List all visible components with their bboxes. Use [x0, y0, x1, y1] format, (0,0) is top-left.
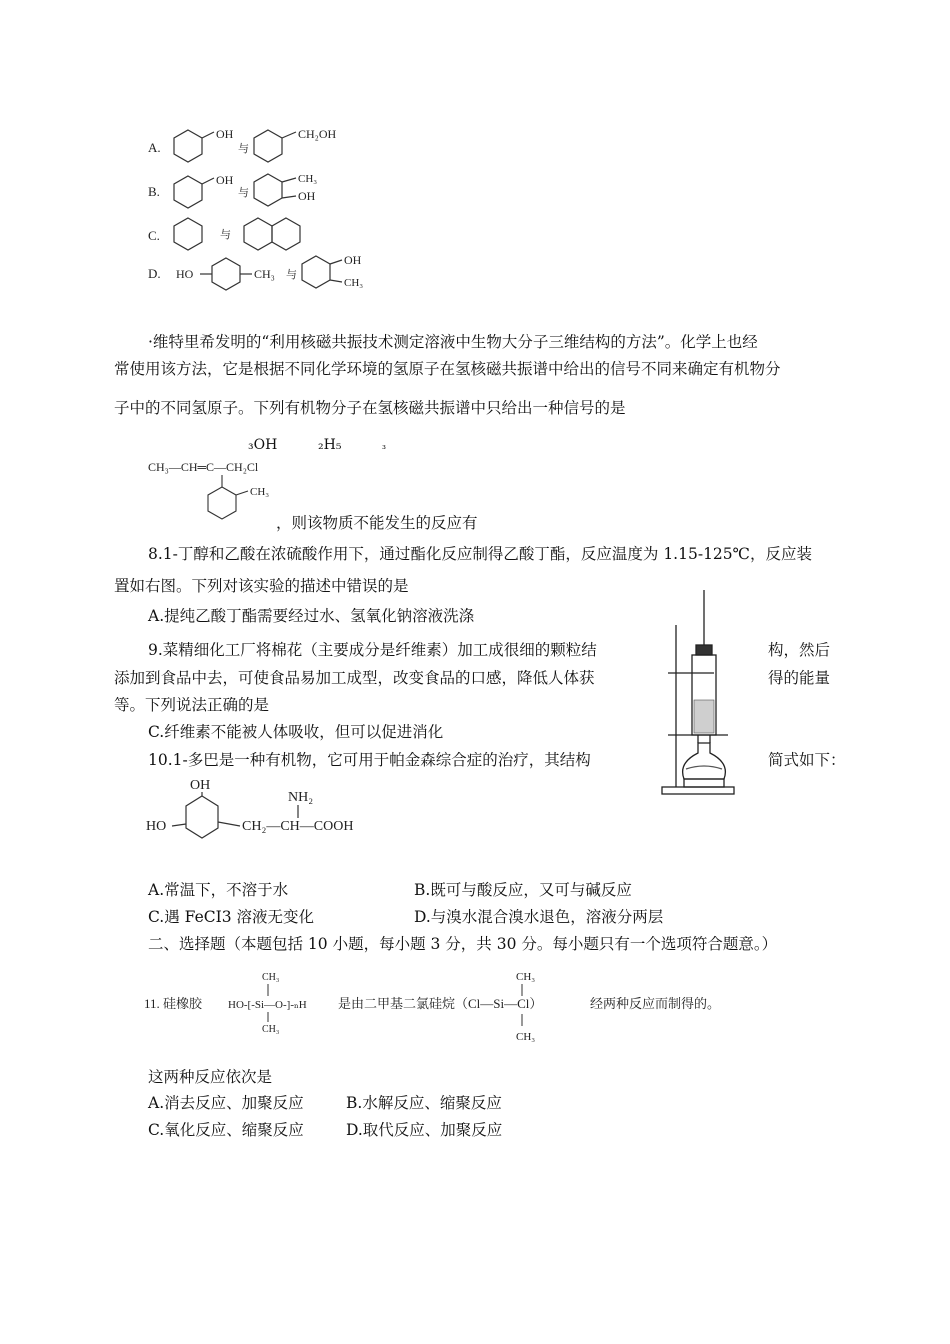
q11-end-text: 经两种反应而制得的。	[590, 996, 721, 1011]
q11-mono-bot: CH₃	[516, 1031, 536, 1043]
reflux-apparatus-figure	[658, 585, 750, 797]
q11-mid-text: 是由二甲基二氯硅烷（Cl—Si—Cl）	[338, 996, 543, 1011]
q6-a-label: A.	[148, 140, 161, 155]
q9-line3: 等。下列说法正确的是	[114, 696, 270, 714]
q11-num: 11. 硅橡胶	[144, 996, 203, 1011]
q7-tail: ，则该物质不能发生的反应有	[276, 514, 478, 532]
section2-heading: 二、选择题（本题包括 10 小题，每小题 3 分，共 30 分。每小题只有一个选项符合题意。）	[148, 935, 778, 953]
q6-d-conj: 与	[286, 269, 297, 281]
q10-dopa-svg	[144, 772, 384, 852]
q6-c-conj: 与	[220, 229, 231, 241]
q11-figure	[138, 962, 748, 1046]
q10-line1-right: 简式如下：	[768, 751, 846, 769]
q11-option-b: B.水解反应、缩聚反应	[346, 1094, 502, 1112]
q9-line2-left: 添加到食品中去，可使食品易加工成型，改变食品的口感，降低人体获	[114, 669, 595, 687]
q6-d-label: D.	[148, 266, 161, 281]
q6-d-sub2b: CH₃	[344, 277, 364, 289]
q9-line2-right: 得的能量	[768, 669, 831, 687]
q8-line2: 置如右图。下列对该实验的描述中错误的是	[114, 577, 409, 595]
q8-line1: 8.1-丁醇和乙酸在浓硫酸作用下，通过酯化反应制得乙酸丁酯，反应温度为 1.15-125℃，反应装	[148, 545, 812, 563]
q6-d-sub2a: OH	[344, 253, 362, 267]
q7-structure-figure	[146, 455, 286, 530]
q7-frag3: ₃	[382, 441, 387, 452]
q10-s-oh: OH	[190, 778, 211, 793]
q11-poly-bot: CH₃	[262, 1024, 280, 1035]
q6-d-right: CH₃	[254, 267, 275, 281]
q7-frag2: ₂H₅	[318, 437, 342, 453]
q11-prompt: 这两种反应依次是	[148, 1068, 273, 1086]
q6-b-sub2b: OH	[298, 189, 316, 203]
q11-svg	[138, 962, 748, 1046]
q6-b-sub2a: CH₃	[298, 173, 318, 185]
q6-options-figure	[140, 118, 370, 298]
q10-option-c: C.遇 FeCI3 溶液无变化	[148, 908, 315, 926]
q10-s-chain: CH₂—CH—COOH	[242, 819, 354, 834]
q6-a-conj: 与	[238, 143, 249, 155]
q7-struct-chain: CH₃—CH═C—CH₂Cl	[148, 460, 259, 474]
q7-struct-me: CH₃	[250, 486, 270, 498]
reflux-apparatus-svg	[658, 585, 750, 797]
q10-option-a: A.常温下，不溶于水	[148, 881, 289, 899]
q10-s-ho: HO	[146, 819, 167, 834]
q10-s-nh2: NH₂	[288, 790, 314, 805]
q6-b-conj: 与	[238, 187, 249, 199]
q7-line3: 子中的不同氢原子。下列有机物分子在氢核磁共振谱中只给出一种信号的是	[114, 399, 626, 417]
q6-a-sub2: CH₂OH	[298, 127, 337, 141]
q6-b-label: B.	[148, 184, 160, 199]
q6-a-sub1: OH	[216, 127, 234, 141]
q7-frag1: ₃OH	[248, 437, 278, 453]
q7-structure-svg	[146, 455, 286, 530]
q11-option-a: A.消去反应、加聚反应	[148, 1094, 304, 1112]
q11-mono-top: CH₃	[516, 971, 536, 983]
q11-poly-top: CH₃	[262, 972, 280, 983]
q11-option-c: C.氧化反应、缩聚反应	[148, 1121, 304, 1139]
q7-line1: ·维特里希发明的“利用核磁共振技术测定溶液中生物大分子三维结构的方法”。化学上也经	[148, 333, 758, 351]
q11-poly-mid: HO-[-Si—O-]-ₙH	[228, 999, 307, 1011]
q10-option-d: D.与溴水混合溴水退色，溶液分两层	[414, 908, 664, 926]
q6-d-left: HO	[176, 267, 194, 281]
q11-option-d: D.取代反应、加聚反应	[346, 1121, 503, 1139]
q6-b-sub1: OH	[216, 173, 234, 187]
q10-dopa-structure	[144, 772, 384, 852]
q6-structures-svg	[140, 118, 380, 303]
q9-option-c: C.纤维素不能被人体吸收，但可以促进消化	[148, 723, 444, 741]
q9-line1-left: 9.菜精细化工厂将棉花（主要成分是纤维素）加工成很细的颗粒结	[148, 641, 597, 659]
q10-option-b: B.既可与酸反应，又可与碱反应	[414, 881, 632, 899]
q6-c-label: C.	[148, 228, 160, 243]
q8-option-a: A.提纯乙酸丁酯需要经过水、氢氧化钠溶液洗涤	[148, 607, 475, 625]
q9-line1-right: 构，然后	[768, 641, 831, 659]
q7-line2: 常使用该方法，它是根据不同化学环境的氢原子在氢核磁共振谱中给出的信号不同来确定有机物分	[114, 360, 781, 378]
q10-line1-left: 10.1-多巴是一种有机物，它可用于帕金森综合症的治疗，其结构	[148, 751, 591, 769]
